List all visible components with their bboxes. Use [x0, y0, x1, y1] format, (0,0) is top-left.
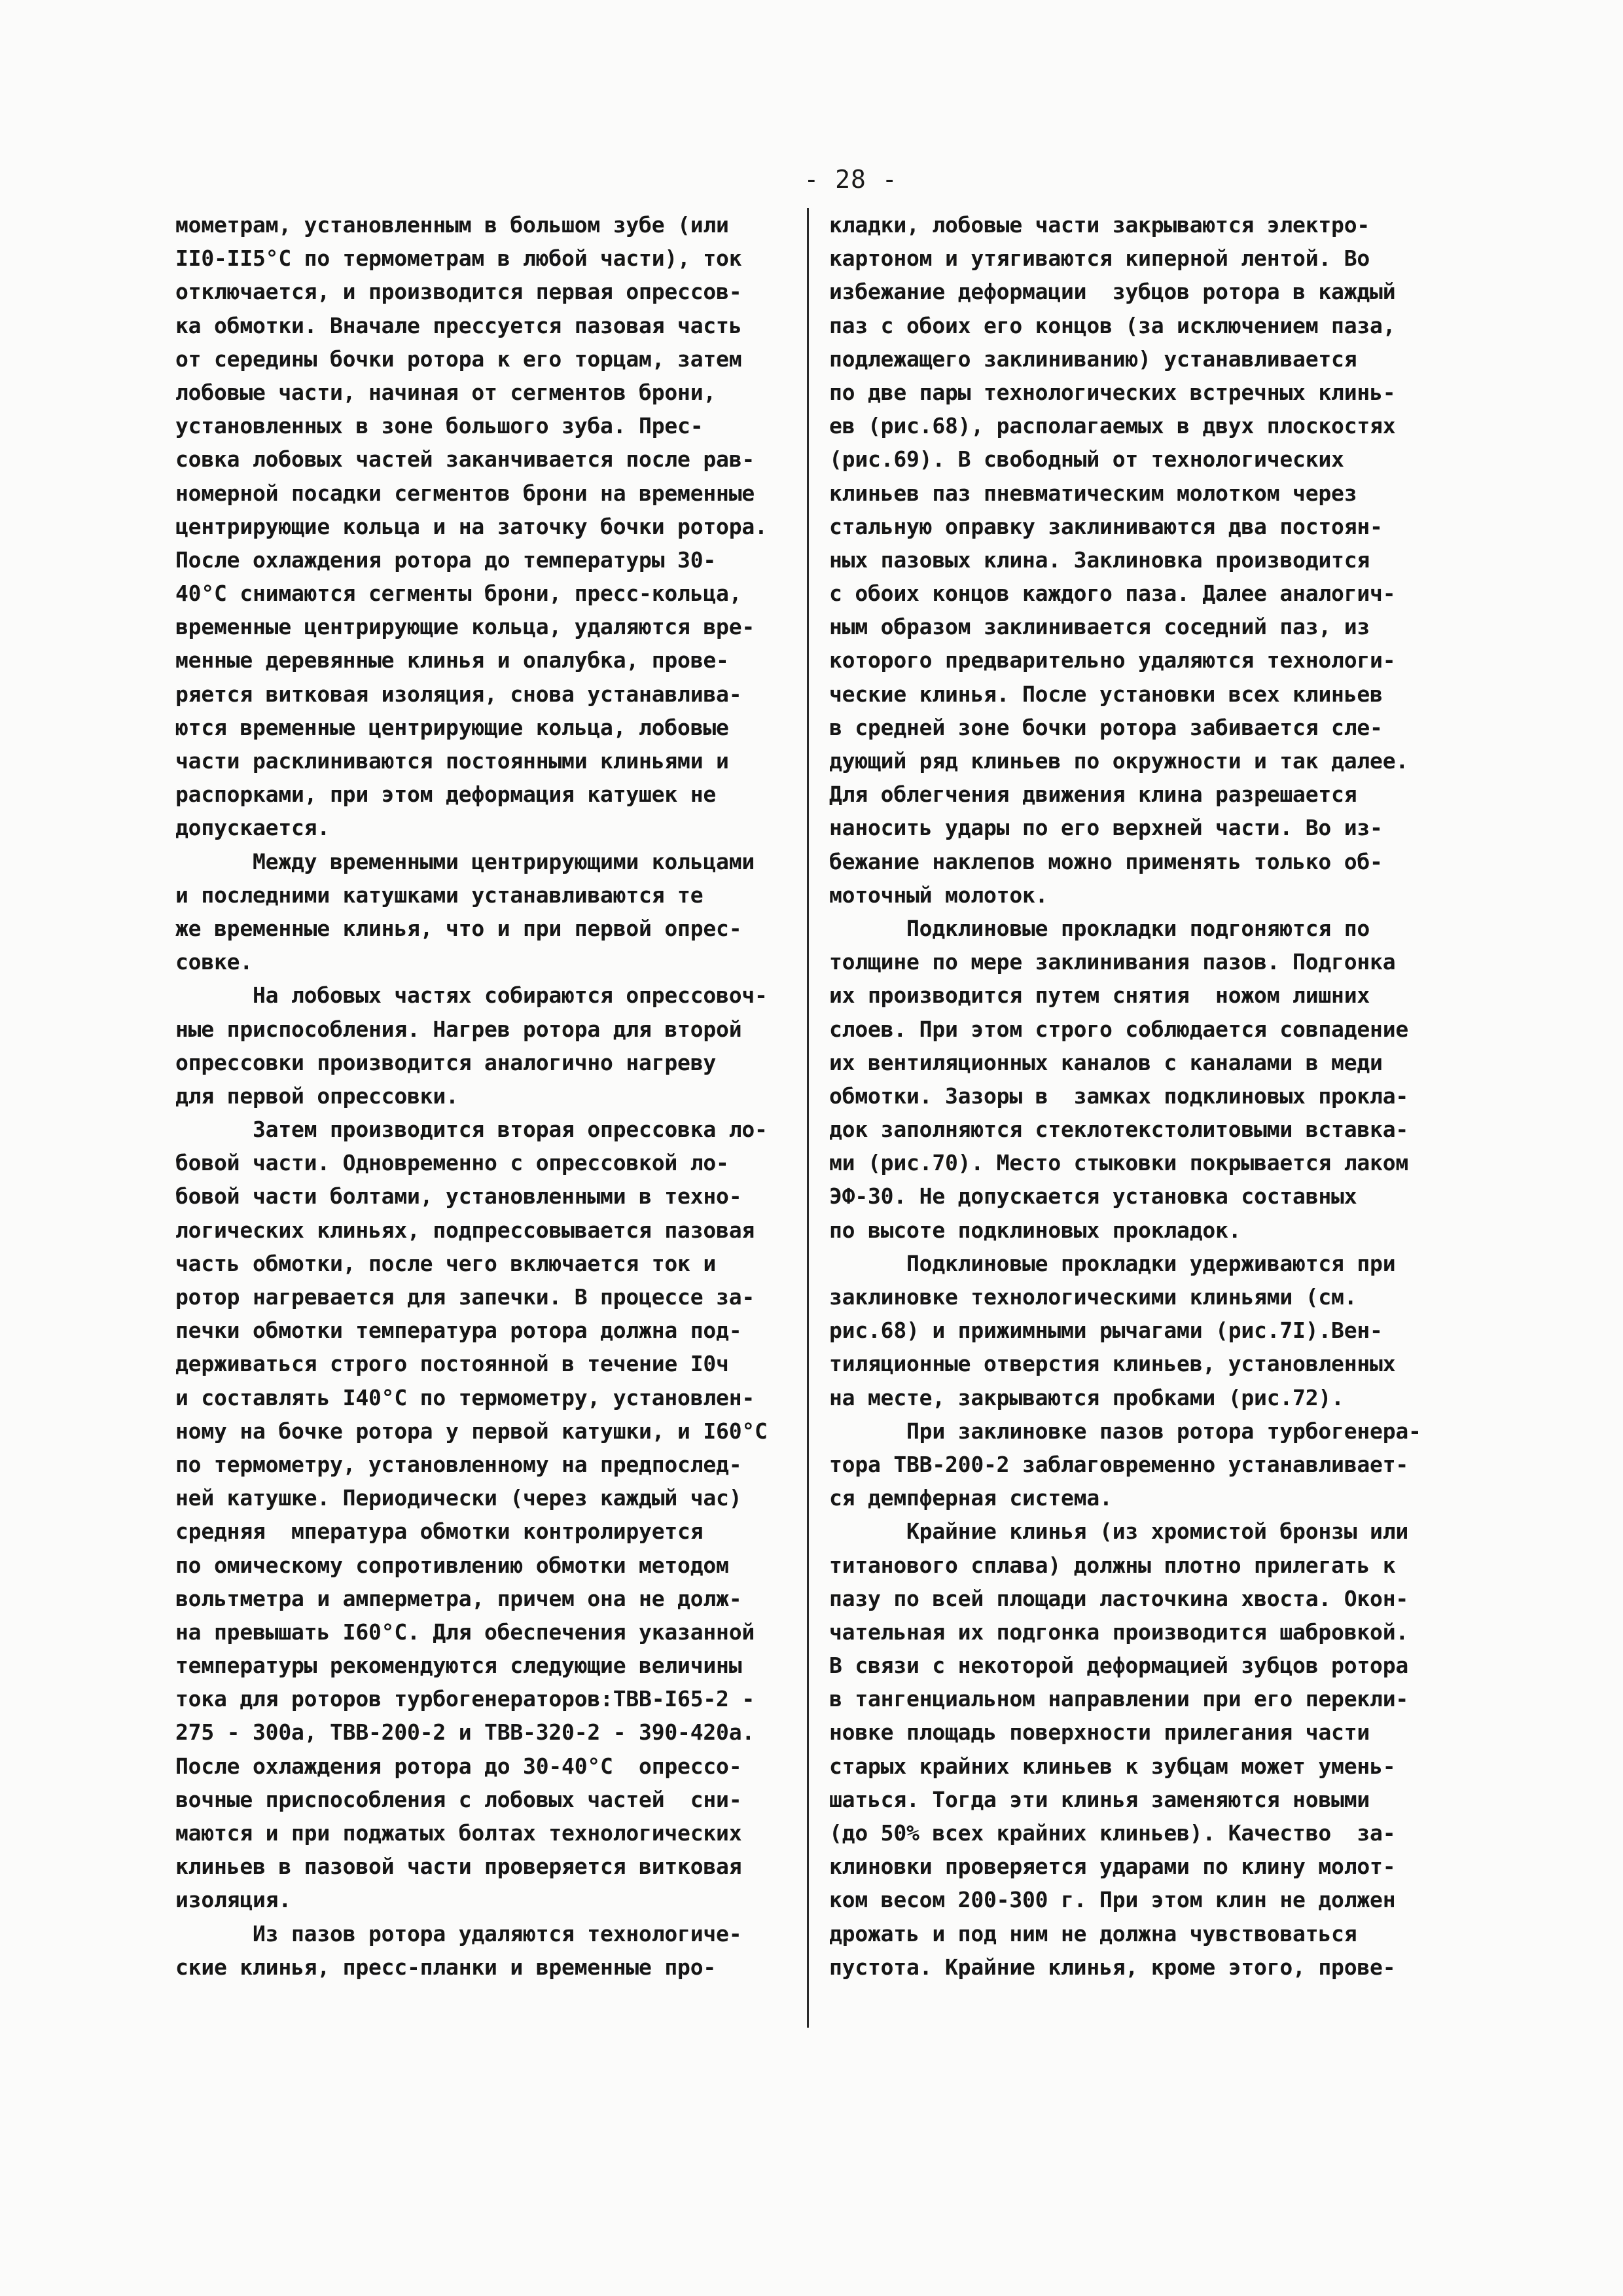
text-line: пазу по всей площади ласточкина хвоста. Окон-: [829, 1585, 1409, 1611]
text-line: отключается, и производится первая опрессов-: [175, 279, 742, 305]
text-line: ротор нагревается для запечки. В процессе за-: [175, 1284, 755, 1310]
text-line: допускается.: [175, 815, 330, 841]
text-line: Крайние клинья (из хромистой бронзы или: [829, 1518, 1409, 1545]
text-line: температуры рекомендуются следующие величины: [175, 1653, 742, 1679]
text-line: распорками, при этом деформация катушек не: [175, 781, 717, 808]
text-line: маются и при поджатых болтах технологических: [175, 1820, 742, 1846]
text-line: бовой части. Одновременно с опрессовкой ло-: [175, 1150, 729, 1176]
text-line: тиляционные отверстия клиньев, установленных: [829, 1351, 1396, 1377]
text-line: опрессовки производится аналогично нагреву: [175, 1049, 717, 1075]
text-line: клиньев паз пневматическим молотком через: [829, 480, 1357, 506]
text-line: печки обмотки температура ротора должна под-: [175, 1318, 742, 1344]
text-line: (до 50% всех крайних клиньев). Качество за-: [829, 1820, 1396, 1846]
text-line: логических клиньях, подпрессовывается пазовая: [175, 1217, 755, 1243]
text-line: тора ТВВ-200-2 заблаговременно устанавливает-: [829, 1451, 1409, 1477]
text-line: II0-II5°C по термометрам в любой части), ток: [175, 245, 742, 272]
text-line: держиваться строго постоянной в течение I0ч: [175, 1351, 729, 1377]
text-line: на превышать I60°C. Для обеспечения указанной: [175, 1619, 755, 1645]
text-line: 275 - 300а, ТВВ-200-2 и ТВВ-320-2 - 390-420а.: [175, 1719, 755, 1746]
text-line: ские клинья, пресс-планки и временные про-: [175, 1954, 717, 1980]
text-line: пустота. Крайние клинья, кроме этого, прове-: [829, 1954, 1396, 1980]
text-line: средняя мпература обмотки контролируется: [175, 1518, 704, 1545]
text-line: избежание деформации зубцов ротора в каждый: [829, 279, 1396, 305]
text-line: ческие клинья. После установки всех клиньев: [829, 681, 1383, 707]
text-line: После охлаждения ротора до 30-40°C опрессо-: [175, 1753, 742, 1779]
column-divider: [807, 208, 809, 2028]
text-line: от середины бочки ротора к его торцам, затем: [175, 346, 742, 372]
text-line: клиновки проверяется ударами по клину молот-: [829, 1854, 1396, 1880]
text-line: части расклиниваются постоянными клиньями и: [175, 748, 729, 774]
text-line: и составлять I40°C по термометру, установлен-: [175, 1384, 755, 1410]
text-line: на месте, закрываются пробками (рис.72).: [829, 1384, 1344, 1410]
text-line: наносить удары по его верхней части. Во из-: [829, 815, 1383, 841]
text-line: центрирующие кольца и на заточку бочки ротора.: [175, 513, 768, 539]
text-line: с обоих концов каждого паза. Далее аналогич-: [829, 581, 1396, 607]
text-line: их производится путем снятия ножом лишних: [829, 982, 1370, 1009]
text-line: изоляция.: [175, 1887, 292, 1913]
text-line: ряется витковая изоляция, снова устанавлива-: [175, 681, 742, 707]
text-line: ЭФ-30. Не допускается установка составных: [829, 1183, 1357, 1210]
text-line: Затем производится вторая опрессовка ло-: [175, 1117, 768, 1143]
text-line: паз с обоих его концов (за исключением паза,: [829, 312, 1396, 338]
text-line: ком весом 200-300 г. При этом клин не должен: [829, 1887, 1396, 1913]
text-line: в средней зоне бочки ротора забивается сле-: [829, 714, 1383, 740]
text-line: дующий ряд клиньев по окружности и так далее.: [829, 748, 1409, 774]
text-line: ев (рис.68), располагаемых в двух плоскостях: [829, 413, 1396, 439]
text-line: лобовые части, начиная от сегментов брони,: [175, 379, 717, 405]
text-line: номерной посадки сегментов брони на временные: [175, 480, 755, 506]
text-line: бовой части болтами, установленными в техно-: [175, 1183, 742, 1210]
text-line: менные деревянные клинья и опалубка, прове-: [175, 647, 729, 673]
text-line: мометрам, установленным в большом зубе (или: [175, 212, 729, 238]
text-line: часть обмотки, после чего включается ток и: [175, 1250, 717, 1276]
text-line: На лобовых частях собираются опрессовоч-: [175, 982, 768, 1009]
text-line: картоном и утягиваются киперной лентой. Во: [829, 245, 1370, 272]
text-line: ются временные центрирующие кольца, лобовые: [175, 714, 729, 740]
text-line: в тангенциальном направлении при его перекли-: [829, 1686, 1409, 1712]
right-text-column: [829, 208, 1451, 1984]
text-line: рис.68) и прижимными рычагами (рис.7I).Вен-: [829, 1318, 1383, 1344]
text-line: по высоте подклиновых прокладок.: [829, 1217, 1241, 1243]
text-line: док заполняются стеклотекстолитовыми вставка-: [829, 1117, 1409, 1143]
text-line: тока для роторов турбогенераторов:ТВВ-I65-2 -: [175, 1686, 755, 1712]
text-line: их вентиляционных каналов с каналами в меди: [829, 1049, 1383, 1075]
text-line: вочные приспособления с лобовых частей сни-: [175, 1786, 742, 1812]
text-line: обмотки. Зазоры в замках подклиновых прокла-: [829, 1083, 1409, 1109]
text-line: совке.: [175, 949, 253, 975]
text-line: временные центрирующие кольца, удаляются вре-: [175, 614, 755, 640]
text-line: 40°C снимаются сегменты брони, пресс-кольца,: [175, 581, 742, 607]
text-line: подлежащего заклиниванию) устанавливается: [829, 346, 1357, 372]
text-line: Из пазов ротора удаляются технологиче-: [175, 1920, 742, 1946]
text-line: которого предварительно удаляются технологи-: [829, 647, 1396, 673]
text-line: ся демпферная система.: [829, 1485, 1113, 1511]
text-line: по две пары технологических встречных клинь-: [829, 379, 1396, 405]
text-line: ней катушке. Периодически (через каждый час): [175, 1485, 742, 1511]
text-line: ных пазовых клина. Заклиновка производится: [829, 547, 1370, 573]
text-line: Для облегчения движения клина разрешается: [829, 781, 1357, 808]
text-line: шаться. Тогда эти клинья заменяются новыми: [829, 1786, 1370, 1812]
text-line: После охлаждения ротора до температуры 30-: [175, 547, 717, 573]
text-line: (рис.69). В свободный от технологических: [829, 446, 1344, 473]
text-line: же временные клинья, что и при первой опрес-: [175, 915, 742, 941]
text-line: чательная их подгонка производится шабровкой.: [829, 1619, 1409, 1645]
text-line: При заклиновке пазов ротора турбогенера-: [829, 1418, 1421, 1444]
text-line: стальную оправку заклиниваются два постоян-: [829, 513, 1383, 539]
text-line: бежание наклепов можно применять только об-: [829, 848, 1383, 874]
page-number: - 28 -: [804, 165, 898, 194]
text-line: заклиновке технологическими клиньями (см.: [829, 1284, 1357, 1310]
text-line: ми (рис.70). Место стыковки покрывается лаком: [829, 1150, 1409, 1176]
text-line: ному на бочке ротора у первой катушки, и I60°C: [175, 1418, 768, 1444]
text-line: старых крайних клиньев к зубцам может умень-: [829, 1753, 1396, 1779]
text-line: новке площадь поверхности прилегания части: [829, 1719, 1370, 1746]
text-line: ным образом заклинивается соседний паз, из: [829, 614, 1370, 640]
text-line: установленных в зоне большого зуба. Прес-: [175, 413, 704, 439]
text-line: Подклиновые прокладки удерживаются при: [829, 1250, 1396, 1276]
text-line: В связи с некоторой деформацией зубцов ротора: [829, 1653, 1409, 1679]
text-line: для первой опрессовки.: [175, 1083, 459, 1109]
text-line: ка обмотки. Вначале прессуется пазовая часть: [175, 312, 742, 338]
text-line: по термометру, установленному на предпослед-: [175, 1451, 742, 1477]
text-line: клиньев в пазовой части проверяется витковая: [175, 1854, 742, 1880]
text-line: Между временными центрирующими кольцами: [175, 848, 755, 874]
text-line: титанового сплава) должны плотно прилегать к: [829, 1552, 1396, 1578]
text-line: и последними катушками устанавливаются те: [175, 882, 704, 908]
text-line: толщине по мере заклинивания пазов. Подгонка: [829, 949, 1396, 975]
text-line: совка лобовых частей заканчивается после рав-: [175, 446, 755, 473]
text-line: моточный молоток.: [829, 882, 1048, 908]
left-text-column: [175, 208, 797, 1984]
text-line: кладки, лобовые части закрываются электро-: [829, 212, 1370, 238]
text-line: по омическому сопротивлению обмотки методом: [175, 1552, 729, 1578]
text-line: вольтметра и амперметра, причем она не долж-: [175, 1585, 742, 1611]
text-line: слоев. При этом строго соблюдается совпадение: [829, 1016, 1409, 1042]
text-line: ные приспособления. Нагрев ротора для второй: [175, 1016, 742, 1042]
text-line: дрожать и под ним не должна чувствоваться: [829, 1920, 1357, 1946]
text-line: Подклиновые прокладки подгоняются по: [829, 915, 1370, 941]
